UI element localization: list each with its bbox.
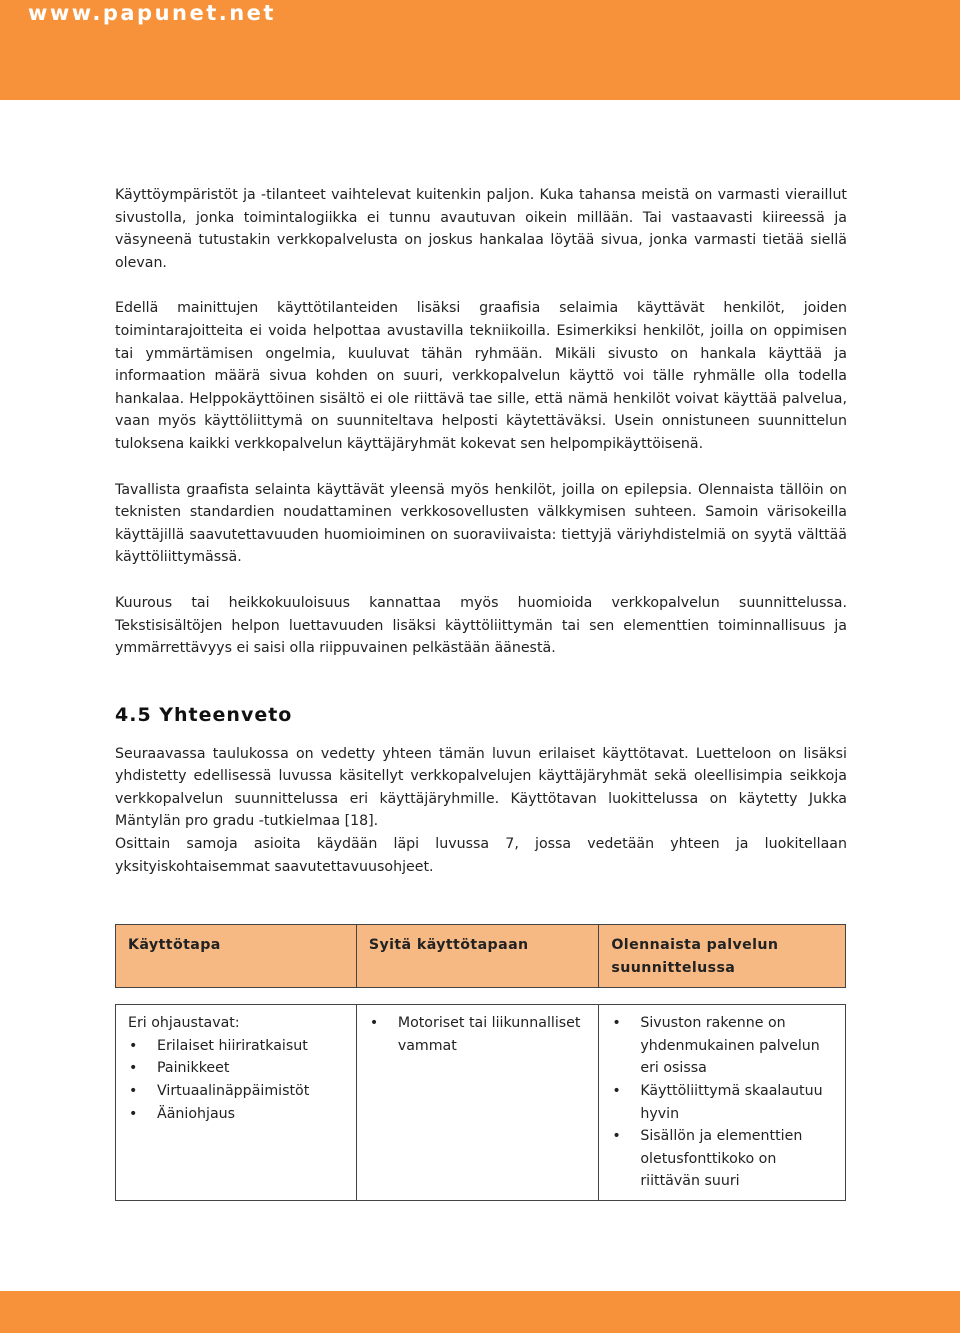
bullet-list <box>128 1035 344 1125</box>
header-bar <box>0 0 960 100</box>
list-item: • Käyttöliittymä skaalautuu hyvin <box>611 1080 833 1125</box>
footer-bar <box>0 1291 960 1333</box>
section-heading: 4.5 Yhteenveto <box>115 703 293 726</box>
paragraph: Käyttöympäristöt ja -tilanteet vaihtelevat kuitenkin paljon. Kuka tahansa meistä on varmasti vieraillut sivustolla, jonka toimintalogiikka ei tunnu avautuvan oikein millään. Tai vastaavasti kiireessä ja väsyneenä tutustakin verkkopalvelusta on joskus hankalaa löytää sivua, jonka varmasti tietää siellä olevan. <box>115 187 847 271</box>
bullet-list <box>611 1012 833 1193</box>
table-cell <box>599 1005 846 1201</box>
list-item: • Painikkeet <box>128 1057 344 1080</box>
table-header-cell: Olennaista palvelun suunnittelussa <box>599 925 846 988</box>
table-header-cell: Syitä käyttötapaan <box>356 925 599 988</box>
table-header-row <box>116 925 846 988</box>
list-item: • Ääniohjaus <box>128 1103 344 1126</box>
table-header-cell: Käyttötapa <box>116 925 357 988</box>
table-cell <box>116 1005 357 1201</box>
site-url[interactable]: www.papunet.net <box>28 1 276 25</box>
list-item: • Sivuston rakenne on yhdenmukainen palvelun eri osissa <box>611 1012 833 1080</box>
paragraph: Kuurous tai heikkokuuloisuus kannattaa myös huomioida verkkopalvelun suunnittelussa. Tekstisisältöjen helpon luettavuuden lisäksi käyttöliittymän tai sen elementtien toiminnallisuus ja ymmärrettävyys ei saisi olla riippuvainen pelkästään äänestä. <box>115 594 847 657</box>
list-item: • Virtuaalinäppäimistöt <box>128 1080 344 1103</box>
paragraph: Osittain samoja asioita käydään läpi luvussa 7, jossa vedetään yhteen ja luokitellaan yksityiskohtaisemmat saavutettavuusohjeet. <box>115 836 847 875</box>
page-content <box>115 184 847 878</box>
paragraph: Tavallista graafista selainta käyttävät yleensä myös henkilöt, joilla on epilepsia. Olennaista tällöin on teknisten standardien noudattaminen verkkosovellusten välkkymisen suhteen. Samoin värisokeilla käyttäjillä saavutettavuuden huomioiminen on suoraviivaista: tiettyjä väriyhdistelmiä on syytä välttää käyttöliittymässä. <box>115 481 847 566</box>
list-item: • Sisällön ja elementtien oletusfonttikoko on riittävän suuri <box>611 1125 833 1193</box>
table-row <box>116 1005 846 1201</box>
paragraph: Seuraavassa taulukossa on vedetty yhteen tämän luvun erilaiset käyttötavat. Luetteloon on lisäksi yhdistetty edellisessä luvussa käsitellyt verkkopalvelujen käyttäjäryhmät sekä oleellisimpia seikkoja verkkopalvelun suunnittelussa eri käyttäjäryhmille. Käyttötavan luokittelussa on käytetty Jukka Mäntylän pro gradu -tutkielmaa [18]. <box>115 745 847 830</box>
table-cell <box>356 1005 599 1201</box>
list-item: • Motoriset tai liikunnalliset vammat <box>369 1012 587 1057</box>
table-spacer-row <box>116 988 846 1005</box>
summary-table <box>115 924 846 1201</box>
list-item: • Erilaiset hiiriratkaisut <box>128 1035 344 1058</box>
cell-intro: Eri ohjaustavat: <box>128 1015 240 1032</box>
paragraph: Edellä mainittujen käyttötilanteiden lisäksi graafisia selaimia käyttävät henkilöt, joiden toimintarajoitteita ei voida helpottaa avustavilla tekniikoilla. Esimerkiksi henkilöt, joilla on oppimisen tai ymmärtämisen ongelmia, kuuluvat tähän ryhmään. Mikäli sivusto on hankala käyttää ja informaation määrä sivua kohden on suuri, verkkopalvelun käyttö voi tälle ryhmälle olla todella hankalaa. Helppokäyttöinen sisältö ei ole riittävä tae sille, että nämä henkilöt voivat käyttää palvelua, vaan myös käyttöliittymä on suunniteltava helposti käytettäväksi. Usein onnistuneen suunnittelun tuloksena kaikki verkkopalvelun käyttäjäryhmät kokevat sen helpompikäyttöisenä. <box>115 300 847 452</box>
bullet-list <box>369 1012 587 1057</box>
